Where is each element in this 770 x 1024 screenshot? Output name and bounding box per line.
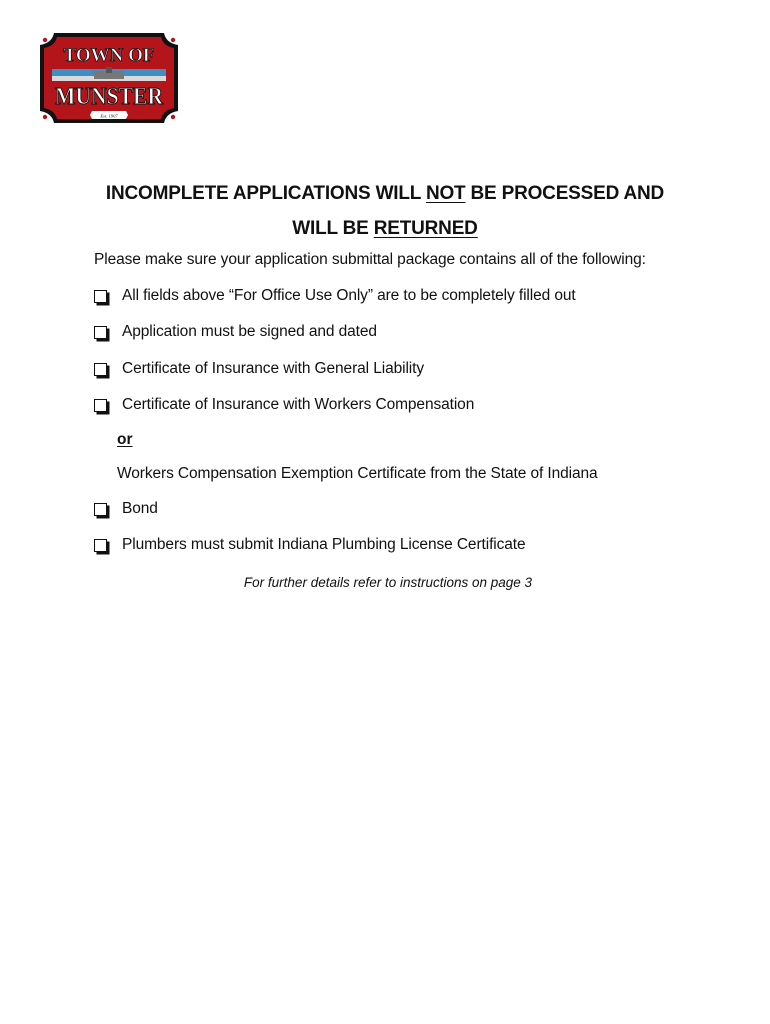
- checklist-item-label: All fields above “For Office Use Only” are to be completely filled out: [122, 287, 576, 304]
- logo-est: Est. 1907: [100, 113, 118, 119]
- intro-text: Please make sure your application submittal package contains all of the following:: [94, 251, 646, 268]
- logo-line2: MUNSTER: [55, 84, 164, 110]
- checklist-item-label: Application must be signed and dated: [122, 323, 377, 340]
- checkbox-icon[interactable]: [94, 363, 107, 376]
- page-heading: [0, 176, 770, 246]
- checkbox-icon[interactable]: [94, 503, 107, 516]
- checkbox-icon[interactable]: [94, 290, 107, 303]
- checklist-item-label: Bond: [122, 500, 158, 517]
- checkbox-icon[interactable]: [94, 326, 107, 339]
- heading-line-2: WILL BE RETURNED: [292, 218, 478, 239]
- checklist-item: [94, 323, 377, 341]
- alternative-item: Workers Compensation Exemption Certificate from the State of Indiana: [117, 465, 598, 482]
- heading-not: NOT: [425, 183, 466, 204]
- checklist-item: [94, 360, 424, 378]
- checkbox-icon[interactable]: [94, 539, 107, 552]
- heading-returned: RETURNED: [373, 218, 478, 239]
- town-of-munster-logo: [36, 31, 182, 125]
- checklist-item: [94, 536, 526, 554]
- checklist-item: [94, 396, 474, 414]
- checkbox-icon[interactable]: [94, 399, 107, 412]
- checklist-item: [94, 287, 576, 305]
- checklist-item-label: Certificate of Insurance with General Liability: [122, 360, 425, 377]
- logo-line1: TOWN OF: [63, 45, 155, 66]
- or-label: or: [117, 431, 133, 448]
- checklist-item-label: Plumbers must submit Indiana Plumbing License Certificate: [122, 536, 526, 553]
- footnote: For further details refer to instructions on page 3: [243, 575, 533, 590]
- checklist-item-label: Certificate of Insurance with Workers Compensation: [122, 396, 475, 413]
- heading-line-1: INCOMPLETE APPLICATIONS WILL NOT BE PROCESSED AND: [105, 183, 665, 204]
- checklist-item: [94, 500, 158, 518]
